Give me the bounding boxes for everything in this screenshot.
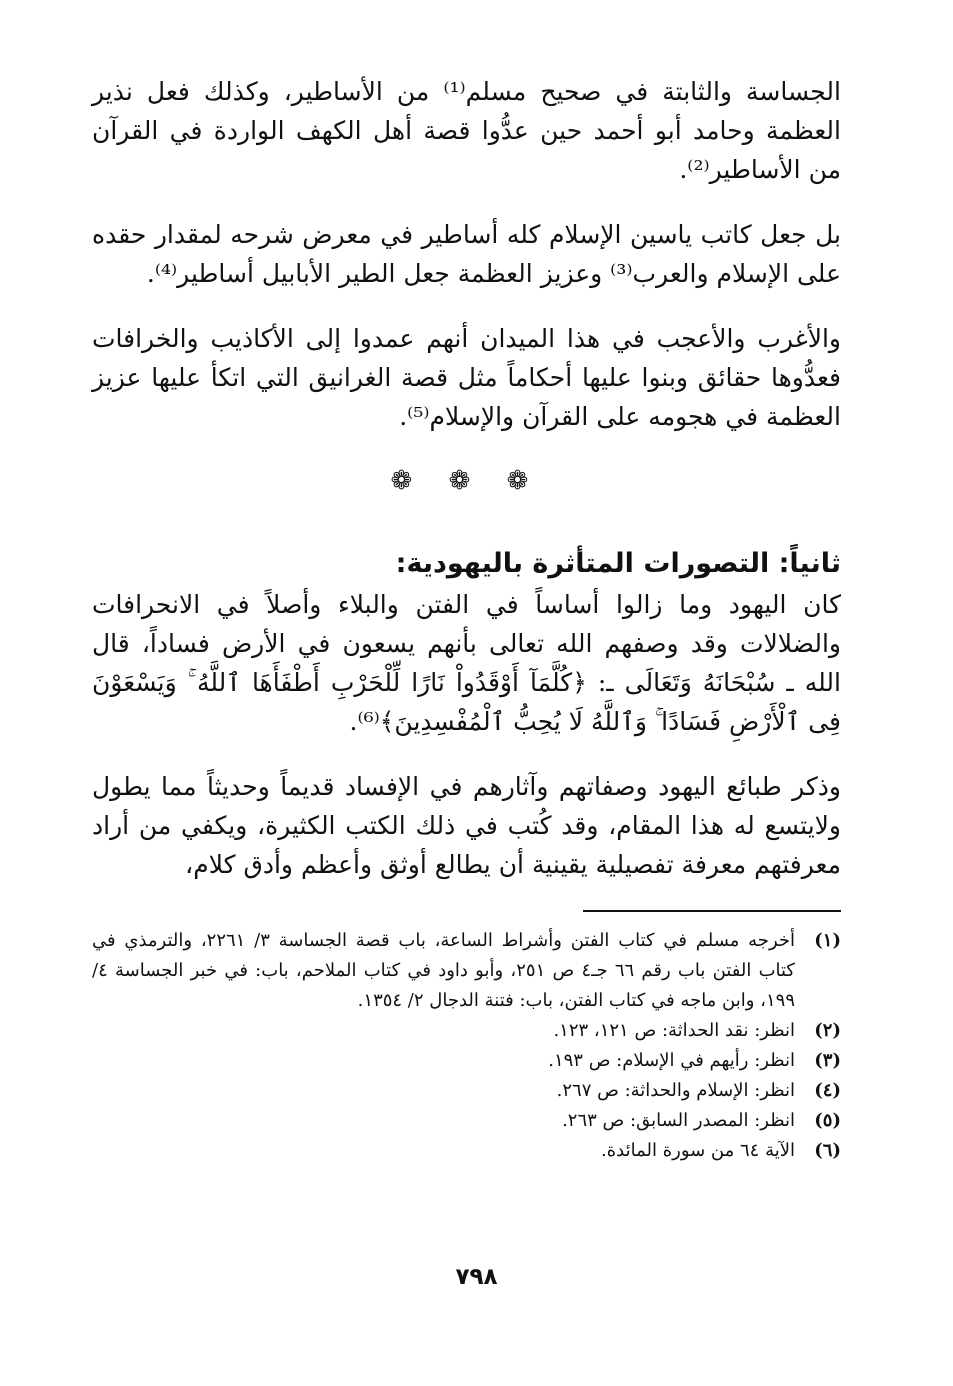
footnote-number: (٢): [814, 1020, 841, 1041]
footnote-divider: [583, 910, 841, 912]
section-paragraph-1: [92, 585, 841, 741]
footnote-number: (٥): [814, 1110, 841, 1131]
footnote-number: (١): [814, 930, 841, 951]
section-heading: ثانياً: التصورات المتأثرة باليهودية:: [395, 548, 841, 579]
section-paragraph-2: وذكر طبائع اليهود وصفاتهم وآثارهم في الإفساد قديماً وحديثاً مما يطول ولايتسع له هذا المقام، وقد كُتب في ذلك الكتب الكثيرة، ويكفي من أراد معرفتهم معرفة تفصيلية يقينية أن يطالع أوثق وأعظم وأدق كلام،: [92, 772, 841, 879]
footnote-item: [92, 1076, 841, 1106]
footnote-text: انظر: رأيهم في الإسلام: ص ١٩٣.: [548, 1050, 795, 1071]
footnote-item: [92, 1016, 841, 1046]
footnote-number: (٦): [814, 1140, 841, 1161]
body-text: [92, 72, 841, 436]
footnote-number: (٣): [814, 1050, 841, 1071]
footnote-text: أخرجه مسلم في كتاب الفتن وأشراط الساعة، باب قصة الجساسة ٣/ ٢٢٦١، والترمذي في كتاب الفتن باب رقم ٦٦ جـ٤ ص ٢٥١، وأبو داود في كتاب الملاحم، باب: في خبر الجساسة ٤/ ١٩٩، وابن ماجه في كتاب الفتن، باب: فتنة الدجال ٢/ ١٣٥٤.: [92, 930, 795, 1011]
page-number: ٧٩٨: [455, 1264, 498, 1290]
footnote-text: الآية ٦٤ من سورة المائدة.: [601, 1140, 795, 1161]
footnote-item: [92, 1106, 841, 1136]
section-paragraph-1-end: ⁽⁶⁾.: [349, 707, 380, 736]
footnotes: [92, 926, 841, 1166]
section-separator: ❁ ❁ ❁: [390, 466, 543, 496]
paragraph-2: بل جعل كاتب ياسين الإسلام كله أساطير في معرض شرحه لمقدار حقده على الإسلام والعرب⁽³⁾ وعزيز العظمة جعل الطير الأبابيل أساطير⁽⁴⁾.: [92, 220, 841, 288]
footnote-text: انظر: الإسلام والحداثة: ص ٢٦٧.: [556, 1080, 795, 1101]
paragraph-3: والأغرب والأعجب في هذا الميدان أنهم عمدوا إلى الأكاذيب والخرافات فعدُّوها حقائق وبنوا عليها أحكاماً مثل قصة الغرانيق التي اتكأ عليها عزيز العظمة في هجومه على القرآن والإسلام⁽⁵⁾.: [92, 324, 842, 431]
section-paragraph-1-intro: كان اليهود وما زالوا أساساً في الفتن والبلاء وأصلاً في الانحرافات والضلالات وقد وصفهم الله تعالى بأنهم يسعون في الأرض فساداً، قال الله ـ سُبْحَانَهُ وَتَعَالَى ـ:: [92, 590, 841, 697]
footnote-number: (٤): [814, 1080, 841, 1101]
footnote-text: انظر: المصدر السابق: ص ٢٦٣.: [562, 1110, 795, 1131]
footnote-item: [92, 926, 841, 1016]
footnote-item: [92, 1046, 841, 1076]
footnote-text: انظر: نقد الحداثة: ص ١٢١، ١٢٣.: [553, 1020, 795, 1041]
paragraph-1: الجساسة والثابتة في صحيح مسلم⁽¹⁾ من الأساطير، وكذلك فعل نذير العظمة وحامد أبو أحمد حين عدُّوا قصة أهل الكهف الواردة في القرآن من الأساطير⁽²⁾.: [92, 77, 841, 184]
footnote-item: [92, 1136, 841, 1166]
quran-verse: ﴿كُلَّمَآ أَوْقَدُواْ نَارًا لِّلْحَرْبِ أَطْفَأَهَا ٱللَّهُ ۚ وَيَسْعَوْنَ فِى ٱلْأَرْضِ فَسَادًا ۚ وَٱللَّهُ لَا يُحِبُّ ٱلْمُفْسِدِينَ﴾: [92, 668, 841, 736]
